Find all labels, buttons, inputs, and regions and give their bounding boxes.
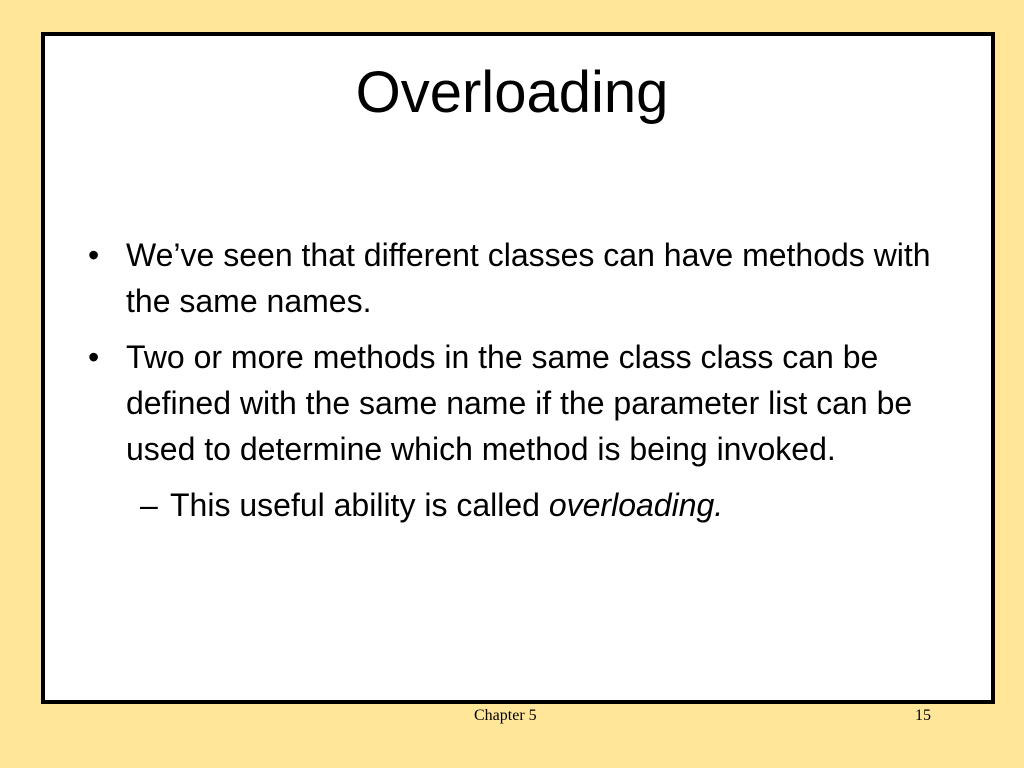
bullet-text: We’ve seen that different classes can have methods with the same names. — [126, 237, 931, 319]
footer-chapter: Chapter 5 — [474, 707, 537, 724]
bullet-marker: • — [88, 339, 100, 375]
bullet-marker: • — [88, 237, 100, 273]
footer-page-number: 15 — [915, 707, 931, 724]
bullet-text: Two or more methods in the same class class can be defined with the same name if the parameter list can be used to determine which method is being invoked. — [126, 339, 913, 467]
emphasis-text: overloading. — [548, 487, 724, 523]
slide-title: Overloading — [355, 60, 669, 125]
bullet-item — [88, 334, 968, 472]
sub-bullet-text: This useful ability is called — [170, 487, 549, 523]
bullet-item — [88, 232, 968, 324]
bullet-list — [88, 232, 968, 528]
dash-marker: – — [140, 487, 158, 523]
sub-bullet-item — [88, 482, 968, 528]
